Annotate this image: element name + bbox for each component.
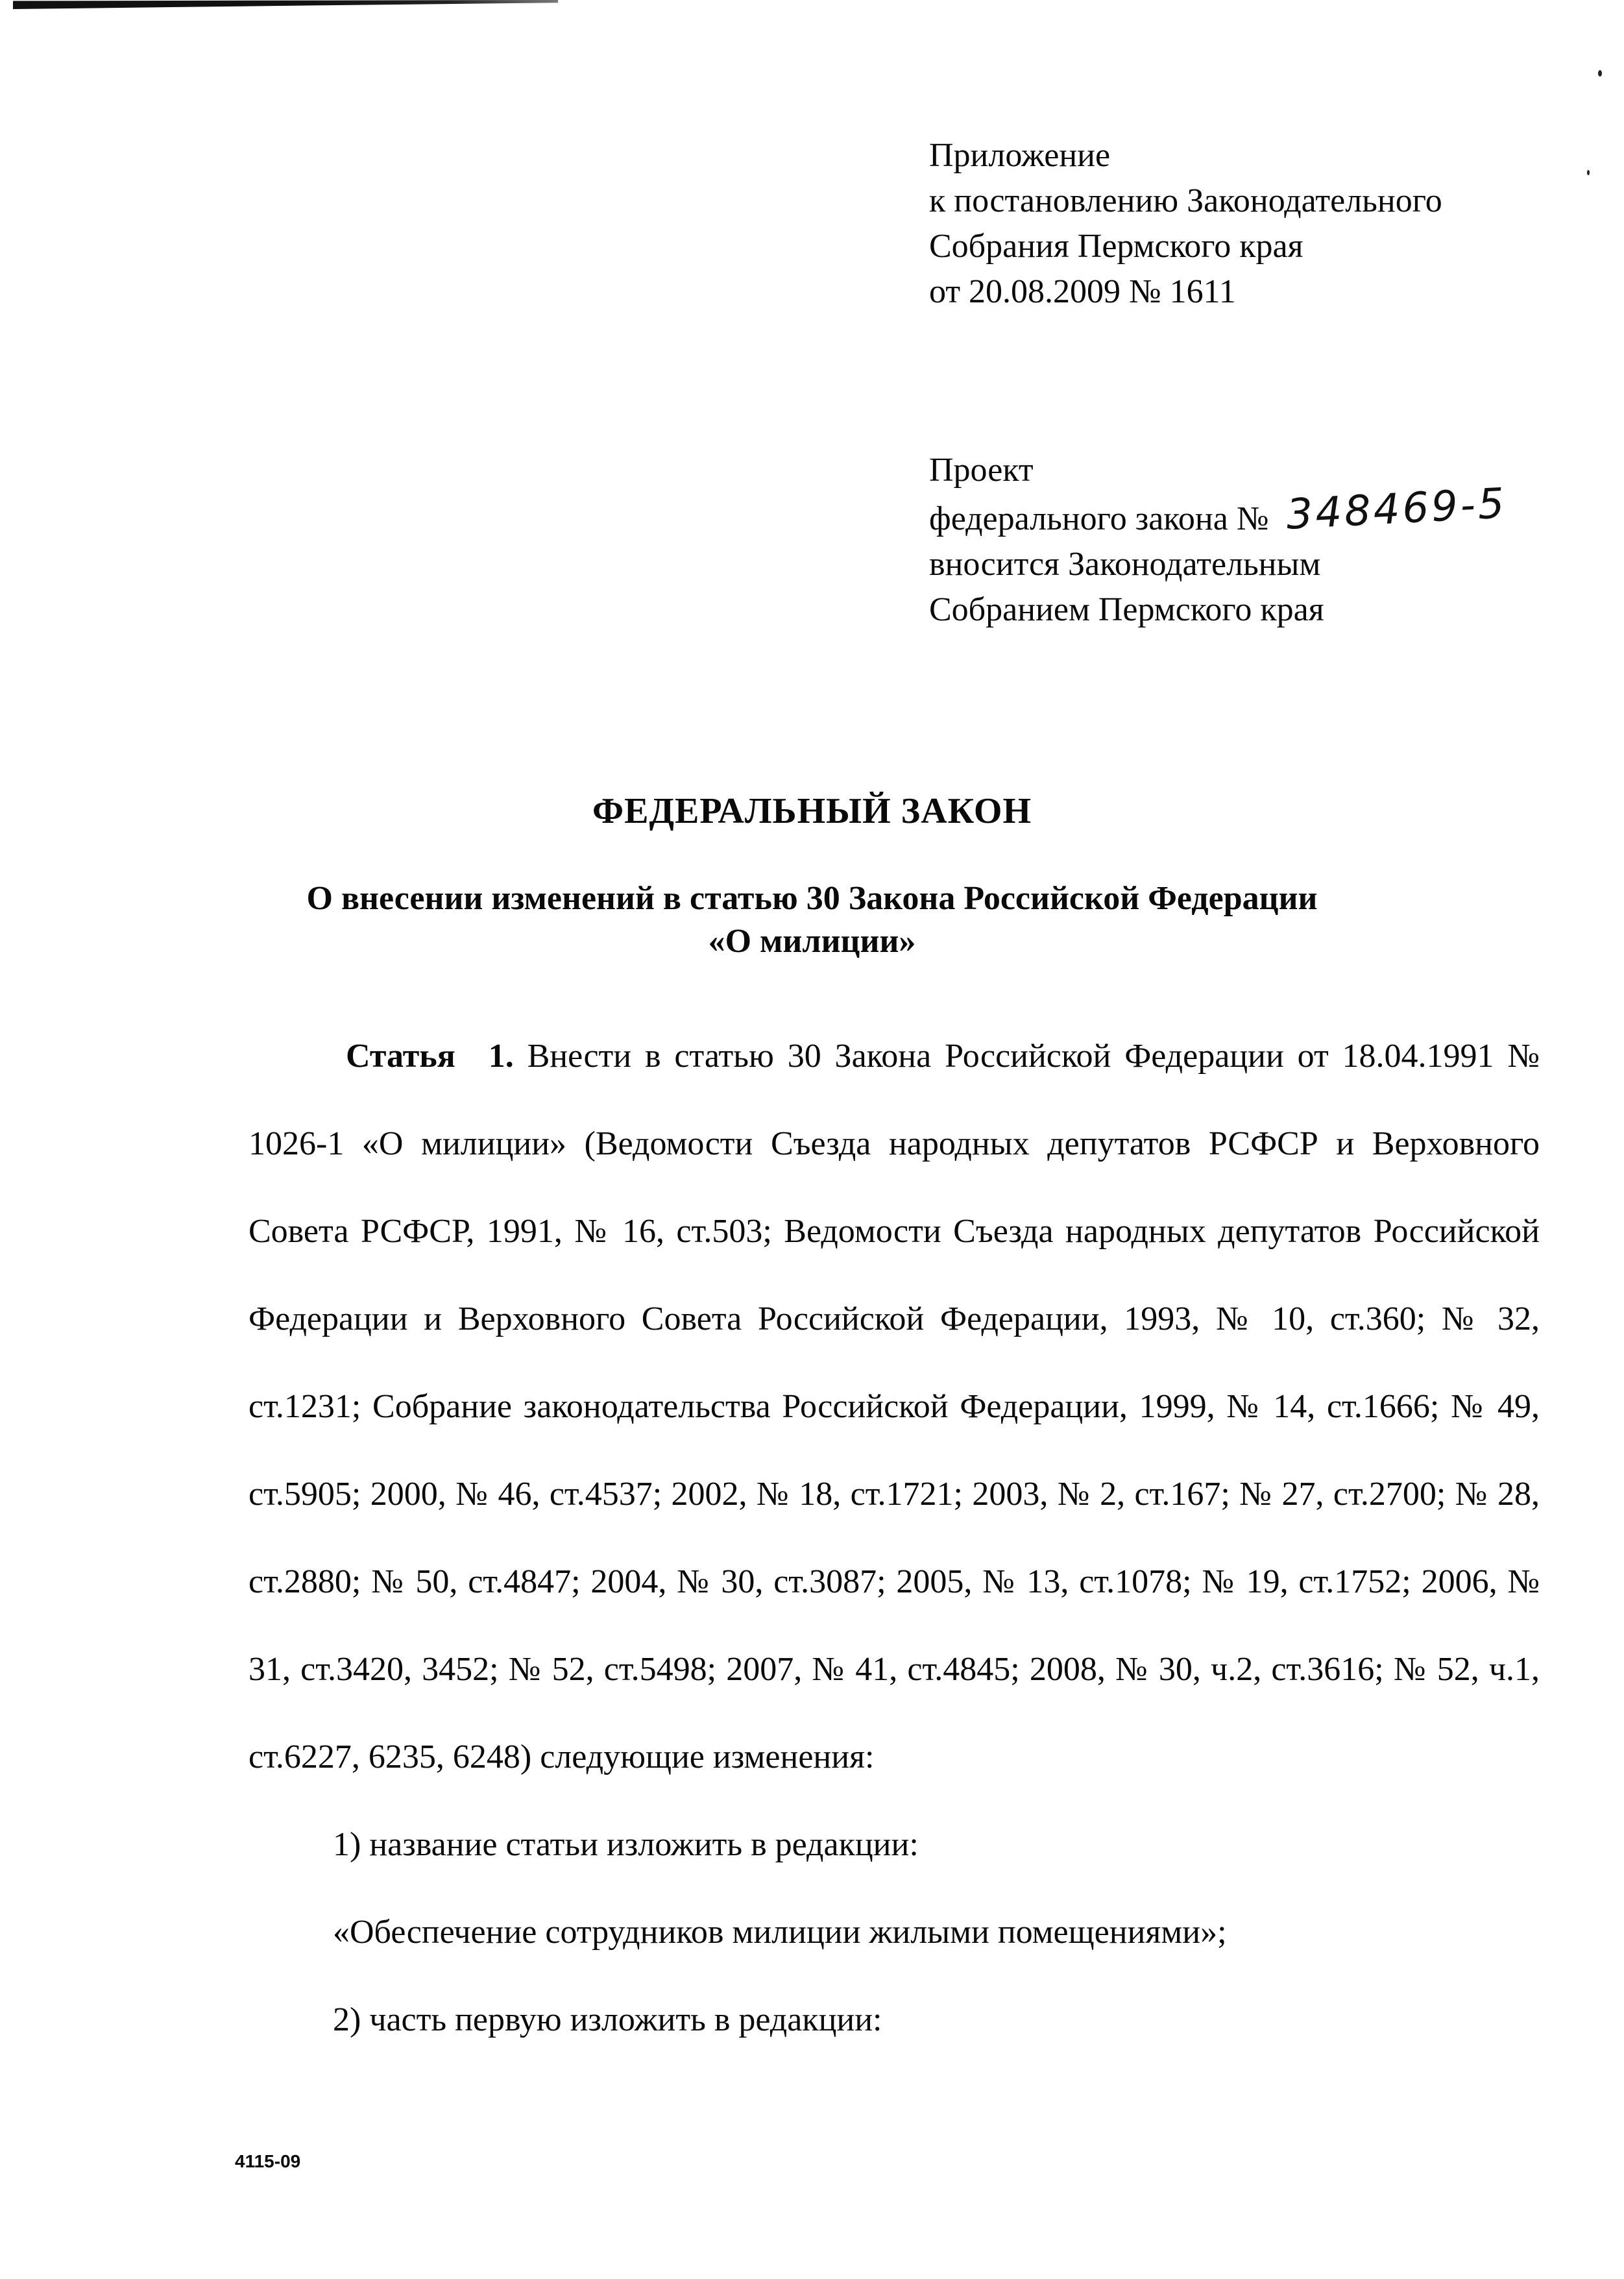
subtitle-line: «О милиции»	[708, 923, 916, 960]
handwritten-bill-number: 348469-5	[1285, 480, 1509, 539]
appendix-line: к постановлению Законодательного	[929, 182, 1442, 219]
amendment-item: 2) часть первую изложить в редакции:	[333, 2001, 882, 2038]
article-label: Статья 1.	[346, 1038, 514, 1075]
amendment-item: «Обеспечение сотрудников милиции жилыми помещениями»;	[333, 1914, 1227, 1951]
document-subtitle	[0, 877, 1624, 963]
project-number-line	[929, 480, 1509, 542]
appendix-line: Собрания Пермского края	[929, 228, 1303, 265]
scan-speck	[1598, 70, 1602, 77]
document-title: ФЕДЕРАЛЬНЫЙ ЗАКОН	[592, 791, 1032, 831]
project-line: федерального закона №	[929, 500, 1269, 537]
amendment-item: 1) название статьи изложить в редакции:	[333, 1826, 919, 1863]
scan-speck	[1587, 170, 1590, 175]
subtitle-line: О внесении изменений в статью 30 Закона Российской Федерации	[306, 880, 1318, 917]
appendix-header	[929, 133, 1442, 315]
project-line: Проект	[929, 452, 1034, 489]
article-1-paragraph	[248, 1012, 1540, 1801]
article-body	[248, 1012, 1540, 2064]
document-code: 4115-09	[235, 2151, 301, 2171]
article-text: Внести в статью 30 Закона Российской Федерации от 18.04.1991 № 1026-1 «О милиции» (Ведомости Съезда народных депутатов РСФСР и Верховного Совета РСФСР, 1991, № 16, ст.503; Ведомости Съезда народных депутатов Российской Федерации и Верховного Совета Российской Федерации, 1993, № 10, ст.360; № 32, ст.1231; Собрание законодательства Российской Федерации, 1999, № 14, ст.1666; № 49, ст.5905; 2000, № 46, ст.4537; 2002, № 18, ст.1721; 2003, № 2, ст.167; № 27, ст.2700; № 28, ст.2880; № 50, ст.4847; 2004, № 30, ст.3087; 2005, № 13, ст.1078; № 19, ст.1752; 2006, № 31, ст.3420, 3452; № 52, ст.5498; 2007, № 41, ст.4845; 2008, № 30, ч.2, ст.3616; № 52, ч.1, ст.6227, 6235, 6248) следующие изменения:	[248, 1038, 1540, 1775]
project-line: Собранием Пермского края	[929, 591, 1324, 628]
scan-artifact-bar	[13, 0, 558, 9]
appendix-line: от 20.08.2009 № 1611	[929, 273, 1236, 310]
project-line: вносится Законодательным	[929, 546, 1321, 583]
appendix-line: Приложение	[929, 137, 1111, 174]
project-header	[929, 448, 1508, 633]
